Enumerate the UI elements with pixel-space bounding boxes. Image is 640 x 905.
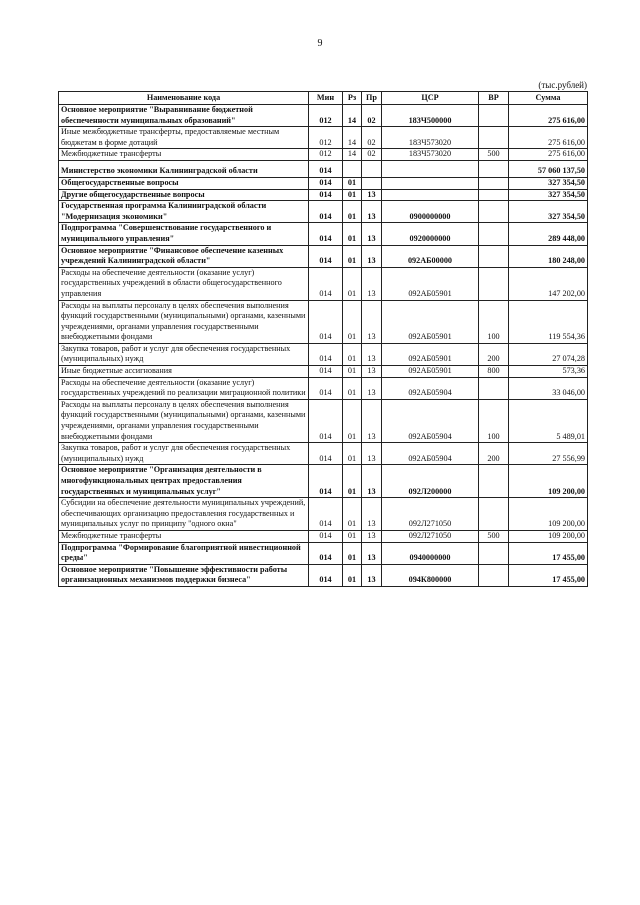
cell-sum: 275 616,00	[509, 127, 588, 149]
cell-csr: 183Ч573020	[382, 127, 479, 149]
cell-name: Подпрограмма "Формирование благоприятной инвестиционной среды"	[59, 542, 309, 564]
cell-csr: 094К800000	[382, 564, 479, 586]
cell-rz: 01	[343, 542, 362, 564]
table-row	[59, 498, 588, 531]
cell-pr: 13	[362, 465, 382, 498]
cell-name: Иные межбюджетные трансферты, предоставляемые местным бюджетам в форме дотаций	[59, 127, 309, 149]
table-row	[59, 127, 588, 149]
cell-sum: 5 489,01	[509, 399, 588, 442]
cell-min: 012	[309, 105, 343, 127]
cell-pr: 13	[362, 300, 382, 343]
cell-pr: 13	[362, 223, 382, 245]
table-body	[59, 105, 588, 587]
cell-csr: 092АБ05901	[382, 343, 479, 365]
cell-sum: 27 556,99	[509, 443, 588, 465]
table-row	[59, 443, 588, 465]
cell-vr	[479, 160, 509, 177]
cell-name: Иные бюджетные ассигнования	[59, 366, 309, 378]
budget-table	[58, 91, 588, 587]
cell-min: 014	[309, 366, 343, 378]
cell-rz: 01	[343, 366, 362, 378]
table-row	[59, 267, 588, 300]
cell-name: Подпрограмма "Совершенствование государственного и муниципального управления"	[59, 223, 309, 245]
table-header-row	[59, 92, 588, 105]
header-csr: ЦСР	[382, 92, 479, 105]
cell-sum: 57 060 137,50	[509, 160, 588, 177]
cell-pr: 13	[362, 564, 382, 586]
cell-min: 014	[309, 498, 343, 531]
table-row	[59, 223, 588, 245]
cell-name: Министерство экономики Калининградской области	[59, 160, 309, 177]
cell-vr: 100	[479, 399, 509, 442]
table-row	[59, 189, 588, 201]
table-row	[59, 465, 588, 498]
cell-sum: 17 455,00	[509, 542, 588, 564]
cell-pr	[362, 177, 382, 189]
cell-csr	[382, 189, 479, 201]
cell-min: 014	[309, 223, 343, 245]
cell-min: 014	[309, 160, 343, 177]
cell-csr: 183Ч500000	[382, 105, 479, 127]
table-row	[59, 245, 588, 267]
cell-rz: 14	[343, 105, 362, 127]
cell-name: Основное мероприятие "Организация деятельности в многофункциональных центрах предоставления государственных и муниципальных услуг"	[59, 465, 309, 498]
header-pr: Пр	[362, 92, 382, 105]
cell-sum: 275 616,00	[509, 105, 588, 127]
cell-csr: 092АБ05904	[382, 443, 479, 465]
cell-pr: 13	[362, 377, 382, 399]
cell-vr	[479, 377, 509, 399]
cell-sum: 109 200,00	[509, 465, 588, 498]
cell-sum: 275 616,00	[509, 149, 588, 161]
table-row	[59, 530, 588, 542]
cell-name: Закупка товаров, работ и услуг для обеспечения государственных (муниципальных) нужд	[59, 343, 309, 365]
cell-rz: 01	[343, 267, 362, 300]
table-row	[59, 177, 588, 189]
cell-vr	[479, 105, 509, 127]
cell-vr: 200	[479, 343, 509, 365]
cell-min: 014	[309, 377, 343, 399]
cell-csr: 092Л271050	[382, 530, 479, 542]
cell-pr: 13	[362, 399, 382, 442]
cell-csr: 092Л271050	[382, 498, 479, 531]
cell-sum: 17 455,00	[509, 564, 588, 586]
cell-vr	[479, 564, 509, 586]
table-row	[59, 564, 588, 586]
cell-vr: 100	[479, 300, 509, 343]
cell-rz: 14	[343, 127, 362, 149]
cell-pr: 13	[362, 245, 382, 267]
cell-sum: 109 200,00	[509, 530, 588, 542]
cell-vr	[479, 201, 509, 223]
cell-vr	[479, 498, 509, 531]
cell-name: Государственная программа Калининградской области "Модернизация экономики"	[59, 201, 309, 223]
cell-min: 014	[309, 343, 343, 365]
cell-rz: 01	[343, 377, 362, 399]
cell-min: 014	[309, 189, 343, 201]
table-row	[59, 542, 588, 564]
header-name: Наименование кода	[59, 92, 309, 105]
cell-min: 012	[309, 149, 343, 161]
cell-sum: 119 554,36	[509, 300, 588, 343]
cell-min: 014	[309, 530, 343, 542]
cell-name: Общегосударственные вопросы	[59, 177, 309, 189]
units-label: (тыс.рублей)	[538, 80, 587, 90]
cell-min: 014	[309, 465, 343, 498]
cell-name: Расходы на выплаты персоналу в целях обеспечения выполнения функций государственными (муниципальными) органами, казенными учреждениями, органами управления государственными внебюджетными фондами	[59, 300, 309, 343]
cell-min: 014	[309, 300, 343, 343]
cell-min: 014	[309, 245, 343, 267]
table-row	[59, 399, 588, 442]
cell-csr: 092АБ05904	[382, 399, 479, 442]
cell-name: Субсидии на обеспечение деятельности муниципальных учреждений, обеспечивающих организацию предоставления государственных и муниципальных услуг по принципу "одного окна"	[59, 498, 309, 531]
cell-rz: 01	[343, 465, 362, 498]
cell-name: Основное мероприятие "Повышение эффективности работы организационных механизмов поддержки бизнеса"	[59, 564, 309, 586]
cell-rz: 01	[343, 399, 362, 442]
cell-name: Расходы на выплаты персоналу в целях обеспечения выполнения функций государственными (муниципальными) органами, казенными учреждениями, органами управления государственными внебюджетными фондами	[59, 399, 309, 442]
cell-min: 014	[309, 542, 343, 564]
cell-vr	[479, 127, 509, 149]
header-sum: Сумма	[509, 92, 588, 105]
cell-csr: 092АБ05901	[382, 366, 479, 378]
cell-rz: 01	[343, 189, 362, 201]
table-row	[59, 201, 588, 223]
cell-rz	[343, 160, 362, 177]
cell-vr	[479, 267, 509, 300]
cell-pr: 13	[362, 530, 382, 542]
page-number: 9	[317, 38, 323, 49]
cell-rz: 14	[343, 149, 362, 161]
cell-pr: 02	[362, 127, 382, 149]
cell-csr: 183Ч573020	[382, 149, 479, 161]
header-min: Мин	[309, 92, 343, 105]
cell-name: Основное мероприятие "Выравнивание бюджетной обеспеченности муниципальных образований"	[59, 105, 309, 127]
cell-pr: 02	[362, 105, 382, 127]
cell-csr	[382, 177, 479, 189]
cell-rz: 01	[343, 223, 362, 245]
cell-sum: 33 046,00	[509, 377, 588, 399]
cell-sum: 27 074,28	[509, 343, 588, 365]
table-row	[59, 105, 588, 127]
header-rz: Рз	[343, 92, 362, 105]
table-row	[59, 300, 588, 343]
cell-vr	[479, 223, 509, 245]
table-row	[59, 377, 588, 399]
table-row	[59, 366, 588, 378]
cell-csr: 092АБ05901	[382, 267, 479, 300]
cell-name: Межбюджетные трансферты	[59, 149, 309, 161]
cell-rz: 01	[343, 443, 362, 465]
table-row	[59, 343, 588, 365]
cell-rz: 01	[343, 300, 362, 343]
cell-pr: 13	[362, 443, 382, 465]
cell-csr: 0940000000	[382, 542, 479, 564]
cell-min: 014	[309, 443, 343, 465]
cell-min: 014	[309, 564, 343, 586]
cell-vr	[479, 465, 509, 498]
cell-sum: 327 354,50	[509, 177, 588, 189]
cell-sum: 327 354,50	[509, 189, 588, 201]
cell-pr: 13	[362, 366, 382, 378]
cell-rz: 01	[343, 564, 362, 586]
cell-vr: 200	[479, 443, 509, 465]
cell-min: 012	[309, 127, 343, 149]
cell-csr: 092АБ00000	[382, 245, 479, 267]
cell-min: 014	[309, 399, 343, 442]
cell-vr	[479, 542, 509, 564]
cell-csr: 092АБ05901	[382, 300, 479, 343]
table-row	[59, 149, 588, 161]
cell-pr: 13	[362, 542, 382, 564]
cell-pr	[362, 160, 382, 177]
cell-csr: 092Л200000	[382, 465, 479, 498]
cell-name: Расходы на обеспечение деятельности (оказание услуг) государственных учреждений по реализации миграционной политики	[59, 377, 309, 399]
cell-rz: 01	[343, 177, 362, 189]
cell-csr	[382, 160, 479, 177]
cell-csr: 0900000000	[382, 201, 479, 223]
cell-name: Другие общегосударственные вопросы	[59, 189, 309, 201]
cell-sum: 147 202,00	[509, 267, 588, 300]
cell-pr: 13	[362, 201, 382, 223]
cell-vr	[479, 177, 509, 189]
cell-sum: 327 354,50	[509, 201, 588, 223]
cell-min: 014	[309, 177, 343, 189]
cell-vr: 500	[479, 149, 509, 161]
header-vr: ВР	[479, 92, 509, 105]
cell-sum: 289 448,00	[509, 223, 588, 245]
cell-min: 014	[309, 267, 343, 300]
cell-csr: 0920000000	[382, 223, 479, 245]
cell-name: Закупка товаров, работ и услуг для обеспечения государственных (муниципальных) нужд	[59, 443, 309, 465]
cell-name: Межбюджетные трансферты	[59, 530, 309, 542]
cell-sum: 109 200,00	[509, 498, 588, 531]
cell-vr	[479, 245, 509, 267]
cell-rz: 01	[343, 530, 362, 542]
cell-vr: 800	[479, 366, 509, 378]
cell-vr	[479, 189, 509, 201]
cell-pr: 13	[362, 498, 382, 531]
cell-pr: 13	[362, 189, 382, 201]
cell-csr: 092АБ05904	[382, 377, 479, 399]
cell-rz: 01	[343, 343, 362, 365]
cell-rz: 01	[343, 201, 362, 223]
cell-vr: 500	[479, 530, 509, 542]
cell-rz: 01	[343, 498, 362, 531]
cell-pr: 02	[362, 149, 382, 161]
cell-sum: 180 248,00	[509, 245, 588, 267]
cell-min: 014	[309, 201, 343, 223]
cell-pr: 13	[362, 343, 382, 365]
cell-rz: 01	[343, 245, 362, 267]
cell-name: Расходы на обеспечение деятельности (оказание услуг) государственных учреждений в области общегосударственного управления	[59, 267, 309, 300]
cell-pr: 13	[362, 267, 382, 300]
table-row	[59, 160, 588, 177]
cell-sum: 573,36	[509, 366, 588, 378]
cell-name: Основное мероприятие "Финансовое обеспечение казенных учреждений Калининградской области"	[59, 245, 309, 267]
